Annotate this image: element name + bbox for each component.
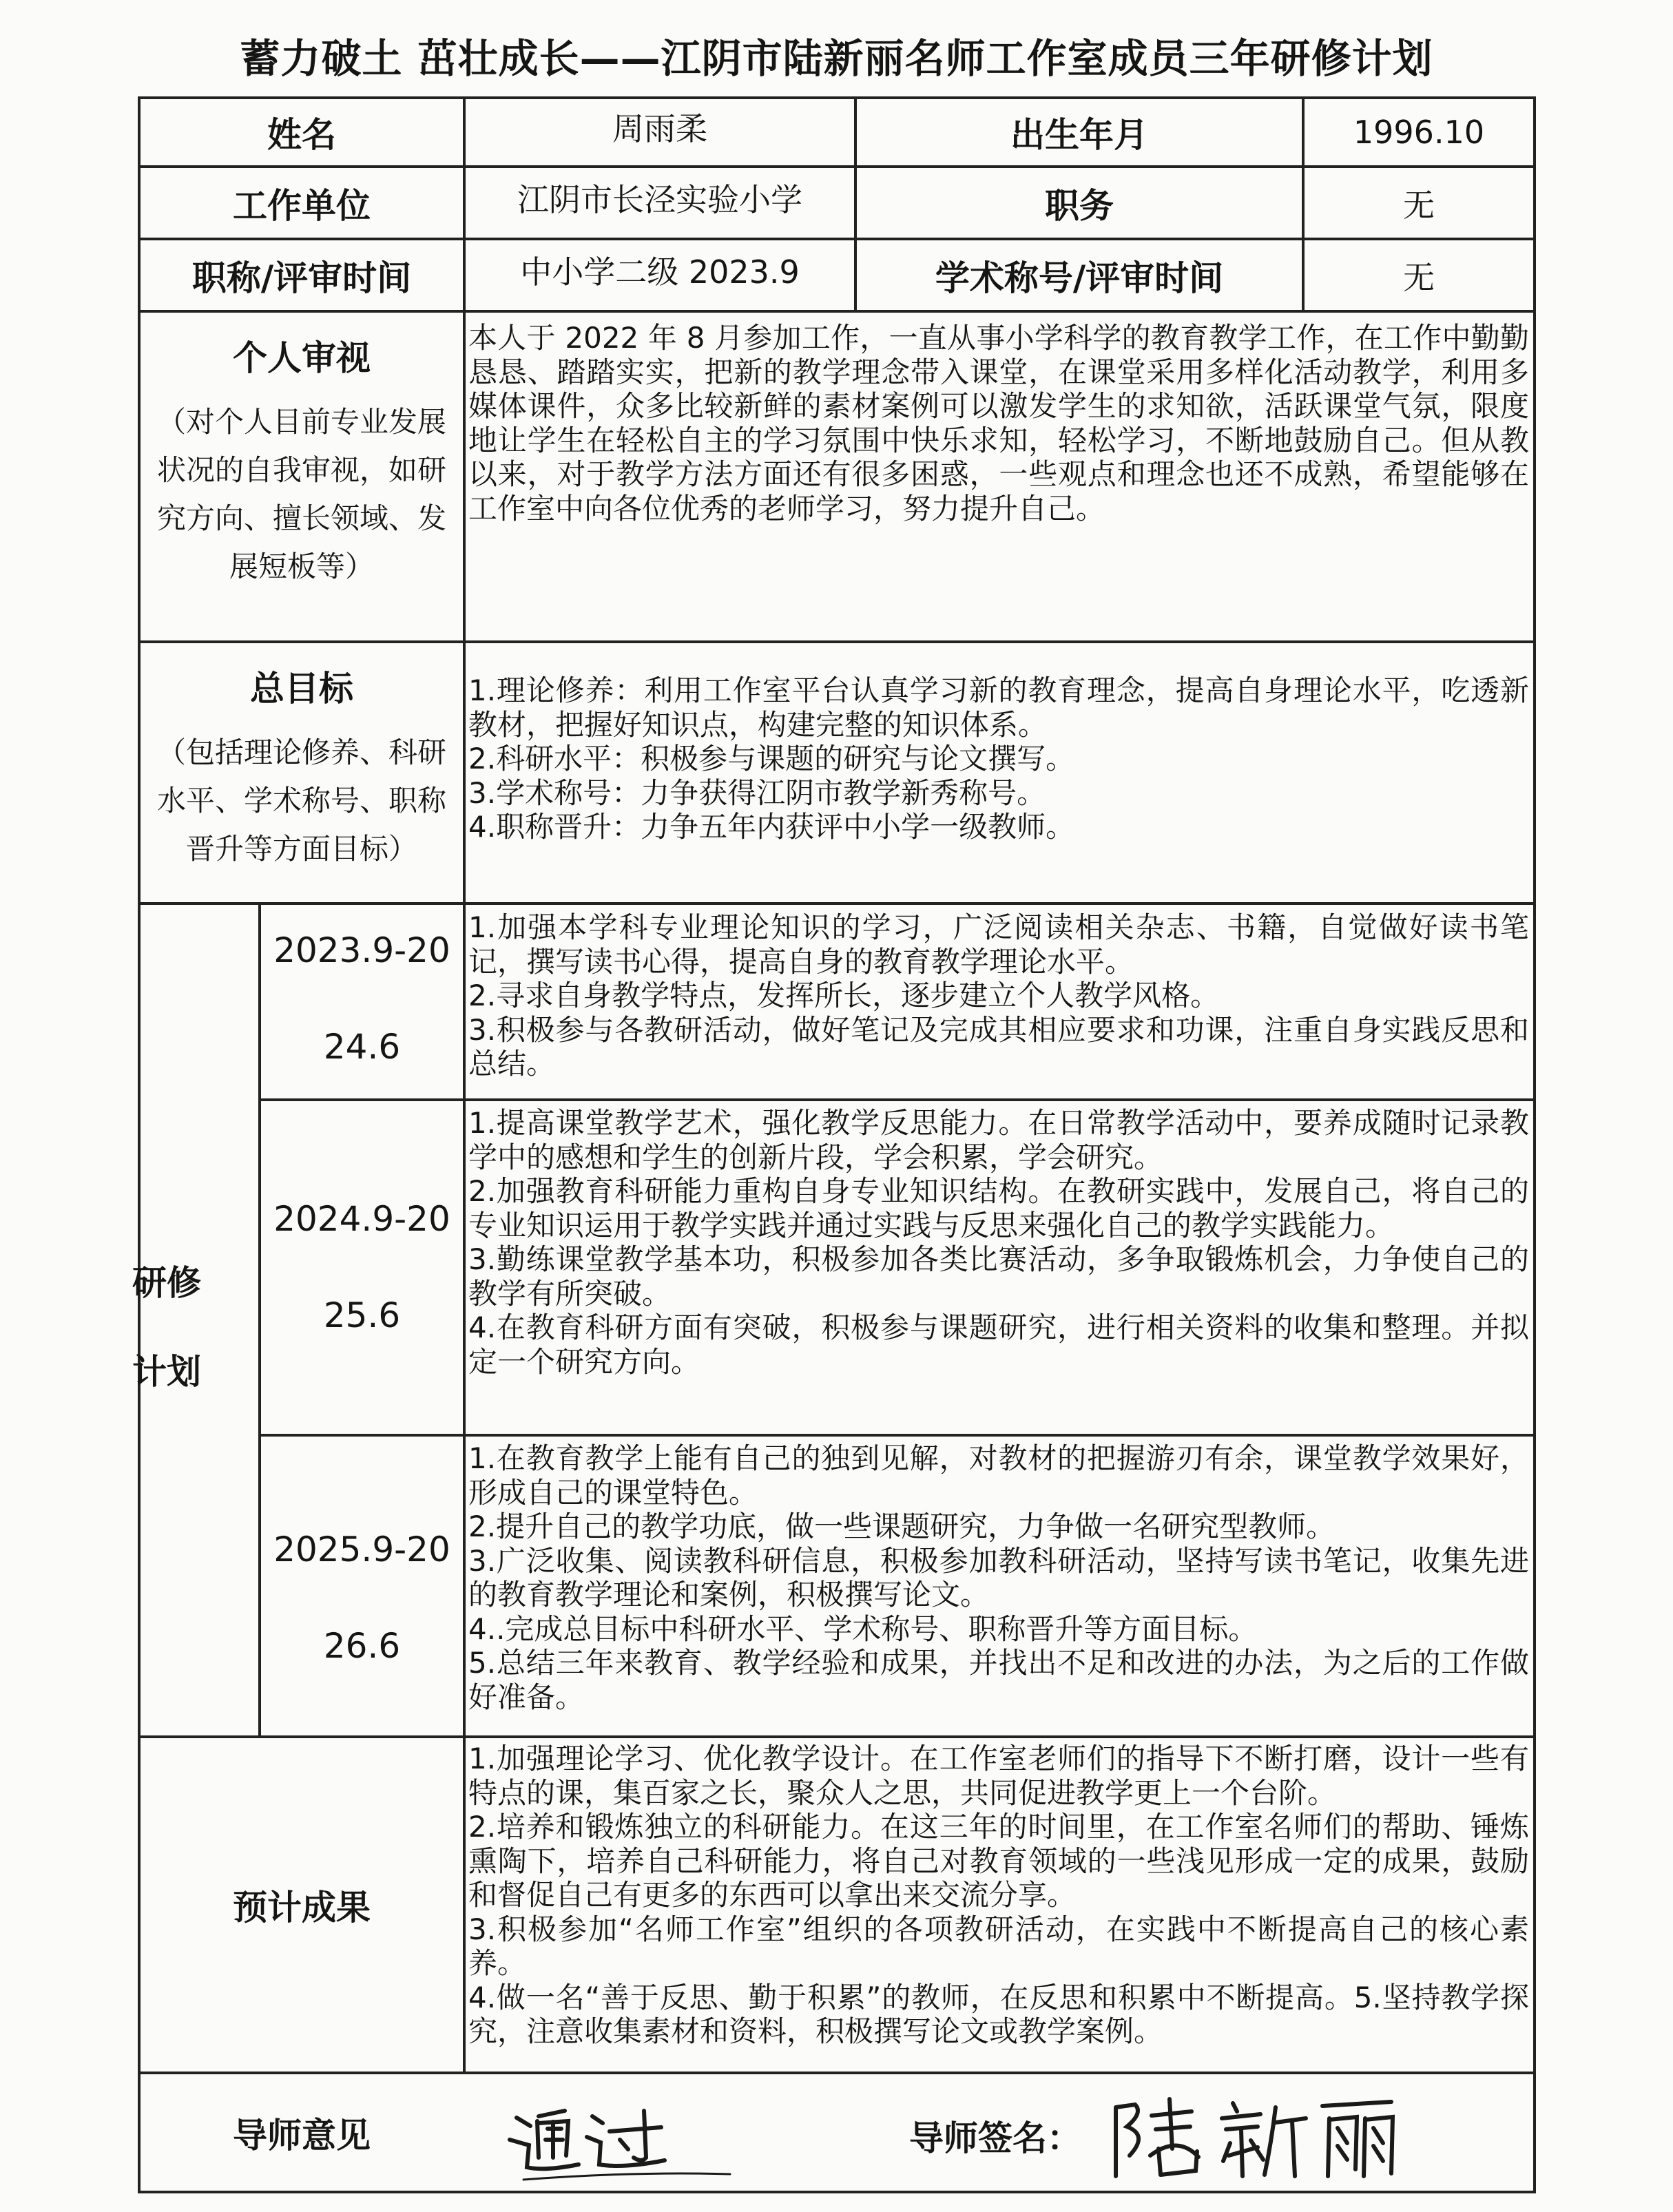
name-value: 周雨柔	[612, 110, 707, 147]
row-line	[138, 902, 1536, 905]
plan-item: 4..完成总目标中科研水平、学术称号、职称晋升等方面目标。	[468, 1611, 1258, 1646]
period-3-start: 2025.9-20	[273, 1530, 450, 1569]
col-line	[463, 1735, 466, 2072]
period-2-content	[468, 1106, 1529, 1379]
plan-item: 1.加强本学科专业理论知识的学习，广泛阅读相关杂志、书籍，自觉做好读书笔记，撰写读书心得，提高自身的教育教学理论水平。	[468, 910, 1529, 979]
title-rank-label: 职称/评审时间	[191, 258, 412, 298]
plan-item: 3.勤练课堂教学基本功，积极参加各类比赛活动，多争取锻炼机会，力争使自己的教学有所突破。	[468, 1242, 1529, 1311]
goal-item: 2.科研水平：积极参与课题的研究与论文撰写。	[468, 742, 1075, 775]
outcomes-content	[468, 1742, 1529, 2049]
row-line	[258, 1098, 1536, 1101]
duty-value: 无	[1403, 186, 1435, 224]
goals-note: （包括理论修养、科研水平、学术称号、职称晋升等方面目标）	[156, 735, 446, 866]
work-unit-value: 江阴市长泾实验小学	[517, 180, 802, 218]
goal-item: 1.理论修养：利用工作室平台认真学习新的教育理念，提高自身理论水平，吃透新教材，把握好知识点，构建完整的知识体系。	[468, 674, 1529, 742]
birth-value: 1996.10	[1353, 114, 1485, 151]
period-2-start: 2024.9-20	[273, 1199, 450, 1239]
plan-label-line1: 研修	[132, 1263, 201, 1303]
outcome-item: 4.做一名“善于反思、勤于积累”的教师，在反思和积累中不断提高。5.坚持教学探究，注意收集素材和资料，积极撰写论文或教学案例。	[468, 1980, 1529, 2048]
outcome-item: 1.加强理论学习、优化教学设计。在工作室老师们的指导下不断打磨，设计一些有特点的课，集百家之长，聚众人之思，共同促进教学更上一个台阶。	[468, 1742, 1529, 1810]
table-border-bottom	[138, 2191, 1536, 2193]
period-1-start: 2023.9-20	[273, 930, 450, 970]
row-line	[138, 310, 1536, 313]
birth-label: 出生年月	[1010, 115, 1148, 155]
handwriting-opinion	[496, 2083, 840, 2187]
review-paragraph: 本人于 2022 年 8 月参加工作，一直从事小学科学的教育教学工作，在工作中勤勤恳恳、踏踏实实，把新的教学理念带入课堂，在课堂采用多样化活动教学，利用多媒体课件，众多比较新鲜的素材案例可以激发学生的求知欲，活跃课堂气氛，限度地让学生在轻松自主的学习氛围中快乐求知，轻松学习，不断地鼓励自己。但从教以来，对于教学方法方面还有很多困惑，一些观点和理念也还不成熟，希望能够在工作室中向各位优秀的老师学习，努力提升自己。	[468, 321, 1529, 525]
review-label: 个人审视	[233, 338, 371, 378]
plan-item: 1.在教育教学上能有自己的独到见解，对教材的把握游刃有余，课堂教学效果好，形成自己的课堂特色。	[468, 1441, 1529, 1510]
plan-item: 2.提升自己的教学功底，做一些课题研究，力争做一名研究型教师。	[468, 1510, 1336, 1543]
document-title: 蓄力破土 茁壮成长——江阴市陆新丽名师工作室成员三年研修计划	[240, 35, 1433, 82]
plan-label-line2: 计划	[132, 1352, 201, 1392]
mentor-signature-label: 导师签名：	[909, 2118, 1081, 2158]
review-note: （对个人目前专业发展状况的自我审视，如研究方向、擅长领域、发展短板等）	[156, 405, 446, 583]
goal-item: 3.学术称号：力争获得江阴市教学新秀称号。	[468, 775, 1046, 810]
period-3	[261, 1530, 463, 1666]
review-label-block	[147, 331, 456, 591]
goal-item: 4.职称晋升：力争五年内获评中小学一级教师。	[468, 810, 1075, 844]
plan-item: 4.在教育科研方面有突破，积极参与课题研究，进行相关资料的收集和整理。并拟定一个研究方向。	[468, 1311, 1529, 1379]
outcome-item: 3.积极参加“名师工作室”组织的各项教研活动，在实践中不断提高自己的核心素养。	[468, 1912, 1529, 1980]
period-1	[261, 930, 463, 1067]
outcome-item: 2.培养和锻炼独立的科研能力。在这三年的时间里，在工作室名师们的帮助、锤炼熏陶下，培养自己科研能力，将自己对教育领域的一些浅见形成一定的成果，鼓励和督促自己有更多的东西可以拿出来交流分享。	[468, 1810, 1529, 1912]
duty-label: 职务	[1045, 185, 1114, 226]
period-3-content	[468, 1441, 1529, 1714]
table-border-right	[1533, 96, 1536, 2193]
plan-item: 3.广泛收集、阅读教科研信息，积极参加教科研活动，坚持写读书笔记，收集先进的教育教学理论和案例，积极撰写论文。	[468, 1543, 1529, 1611]
period-2-end: 25.6	[323, 1295, 401, 1335]
period-3-end: 26.6	[323, 1626, 401, 1666]
plan-form-table	[132, 96, 1536, 2193]
outcomes-label: 预计成果	[233, 1888, 371, 1928]
period-2	[261, 1199, 463, 1335]
plan-item: 2.寻求自身教学特点，发挥所长，逐步建立个人教学风格。	[468, 979, 1220, 1012]
plan-item: 1.提高课堂教学艺术，强化教学反思能力。在日常教学活动中，要养成随时记录教学中的感想和学生的创新片段，学会积累，学会研究。	[468, 1106, 1529, 1174]
period-1-content	[468, 910, 1529, 1081]
academic-title-value: 无	[1403, 258, 1435, 296]
row-line	[258, 1434, 1536, 1437]
name-label: 姓名	[267, 115, 336, 155]
academic-title-label: 学术称号/评审时间	[935, 258, 1224, 298]
plan-item: 3.积极参与各教研活动，做好笔记及完成其相应要求和功课，注重自身实践反思和总结。	[468, 1012, 1529, 1081]
mentor-signature	[1095, 2080, 1522, 2190]
col-line	[463, 96, 466, 1735]
review-content	[468, 321, 1529, 525]
mentor-opinion-handwriting	[496, 2083, 840, 2187]
work-unit-label: 工作单位	[233, 185, 371, 226]
title-rank-value: 中小学二级 2023.9	[520, 253, 800, 291]
mentor-opinion-label: 导师意见	[233, 2115, 371, 2156]
goals-label: 总目标	[250, 669, 353, 709]
signature-image	[1095, 2080, 1522, 2190]
goals-content	[468, 674, 1529, 844]
period-1-end: 24.6	[323, 1027, 401, 1067]
goals-label-block	[147, 661, 456, 873]
row-line	[138, 640, 1536, 643]
plan-item: 5.总结三年来教育、教学经验和成果，并找出不足和改进的办法，为之后的工作做好准备。	[468, 1646, 1529, 1714]
plan-item: 2.加强教育科研能力重构自身专业知识结构。在教研实践中，发展自己，将自己的专业知识运用于教学实践并通过实践与反思来强化自己的教学实践能力。	[468, 1174, 1529, 1242]
